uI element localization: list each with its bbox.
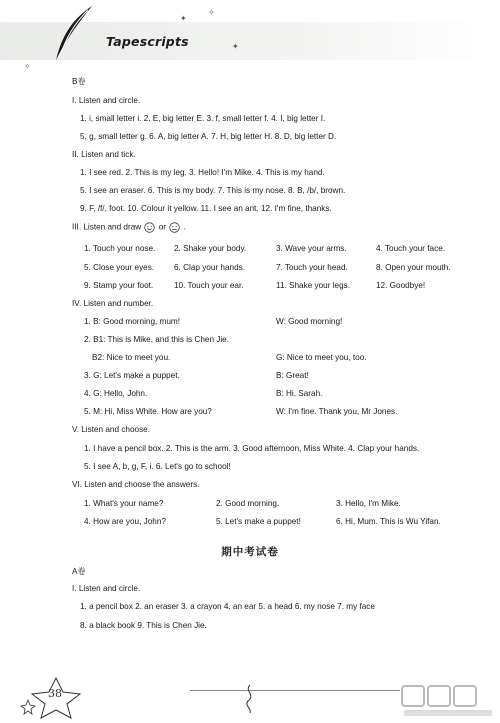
command-item: 9. Stamp your foot.: [84, 281, 154, 290]
dialogue-line: B: Great!: [276, 371, 309, 380]
command-item: 4. Touch your face.: [376, 244, 446, 253]
footer-divider: [190, 690, 400, 691]
section-6-title: VI. Listen and choose the answers.: [72, 480, 200, 489]
question-item: 1. What's your name?: [84, 499, 164, 508]
section-1-line: 1. i, small letter i. 2. E, big letter E. 3. f, small letter f. 4. I, big letter I.: [80, 114, 326, 123]
command-item: 11. Shake your legs.: [276, 281, 351, 290]
dialogue-line: 2. B1: This is Mike, and this is Chen Jie.: [84, 335, 230, 344]
footer-ornament-icon: [240, 683, 260, 715]
part-a-label: A卷: [72, 567, 86, 576]
command-item: 8. Open your mouth.: [376, 263, 451, 272]
command-item: 7. Touch your head.: [276, 263, 348, 272]
dialogue-line: B: Hi, Sarah.: [276, 389, 323, 398]
section-5-line: 1. I have a pencil box. 2. This is the arm. 3. Good afternoon, Miss White. 4. Clap your hands.: [84, 444, 420, 453]
dialogue-line: 5. M: Hi, Miss White. How are you?: [84, 407, 212, 416]
sparkle-icon: ✧: [24, 62, 31, 71]
dialogue-line: B2: Nice to meet you.: [92, 353, 171, 362]
command-item: 12. Goodbye!: [376, 281, 426, 290]
dialogue-line: 3. G: Let's make a puppet.: [84, 371, 180, 380]
sparkle-icon: ✧: [208, 8, 215, 17]
sparkle-icon: ✦: [180, 14, 187, 23]
section-1-line: 5. g, small letter g. 6. A, big letter A. 7. H, big letter H. 8. D, big letter D.: [80, 132, 337, 141]
part-b-label: B卷: [72, 77, 86, 86]
midterm-section-1-line: 1. a pencil box 2. an eraser 3. a crayon 4. an ear 5. a head 6. my nose 7. my face: [80, 602, 375, 611]
command-item: 2. Shake your body.: [174, 244, 247, 253]
question-item: 5. Let's make a puppet!: [216, 517, 301, 526]
command-item: 6. Clap your hands.: [174, 263, 246, 272]
watermark-logo: [400, 682, 496, 718]
page-number: 38: [48, 687, 62, 700]
midterm-section-1-line: 8. a black book 9. This is Chen Jie.: [80, 621, 207, 630]
section-2-title: II. Listen and tick.: [72, 150, 136, 159]
midterm-section-1-title: I. Listen and circle.: [72, 584, 141, 593]
dialogue-line: W: I'm fine. Thank you, Mr Jones.: [276, 407, 398, 416]
dialogue-line: 1. B: Good morning, mum!: [84, 317, 181, 326]
question-item: 4. How are you, John?: [84, 517, 166, 526]
page-header-title: Tapescripts: [106, 34, 189, 49]
section-2-line: 9. F, /f/, foot. 10. Colour it yellow. 11. I see an ant. 12. I'm fine, thanks.: [80, 204, 332, 213]
question-item: 2. Good morning.: [216, 499, 280, 508]
dialogue-line: G: Nice to meet you, too.: [276, 353, 367, 362]
section-5-title: V. Listen and choose.: [72, 425, 150, 434]
section-2-line: 1. I see red. 2. This is my leg. 3. Hello! I'm Mike. 4. This is my hand.: [80, 168, 325, 177]
command-item: 5. Close your eyes.: [84, 263, 155, 272]
feather-icon: [44, 4, 104, 64]
dialogue-line: 4. G: Hello, John.: [84, 389, 148, 398]
question-item: 3. Hello, I'm Mike.: [336, 499, 401, 508]
section-3-title: [72, 222, 186, 233]
section-3-title-end: .: [183, 222, 186, 232]
section-3-title-text: III. Listen and draw: [72, 222, 142, 232]
sparkle-icon: ✦: [232, 42, 239, 51]
smiley-face-icon: [144, 222, 155, 233]
dialogue-line: W: Good morning!: [276, 317, 343, 326]
command-item: 1. Touch your nose.: [84, 244, 156, 253]
midterm-title: 期中考试卷: [221, 546, 279, 558]
sad-face-icon: [169, 222, 180, 233]
section-2-line: 5. I see an eraser. 6. This is my body. 7. This is my nose. 8. B, /b/, brown.: [80, 186, 346, 195]
command-item: 3. Wave your arms.: [276, 244, 347, 253]
section-3-title-or: or: [158, 222, 167, 232]
section-5-line: 5. I see A, b, g, F, i. 6. Let's go to school!: [84, 462, 231, 471]
question-item: 6. Hi, Mum. This is Wu Yifan.: [336, 517, 441, 526]
command-item: 10. Touch your ear.: [174, 281, 244, 290]
section-1-title: I. Listen and circle.: [72, 96, 141, 105]
section-4-title: IV. Listen and number.: [72, 299, 154, 308]
